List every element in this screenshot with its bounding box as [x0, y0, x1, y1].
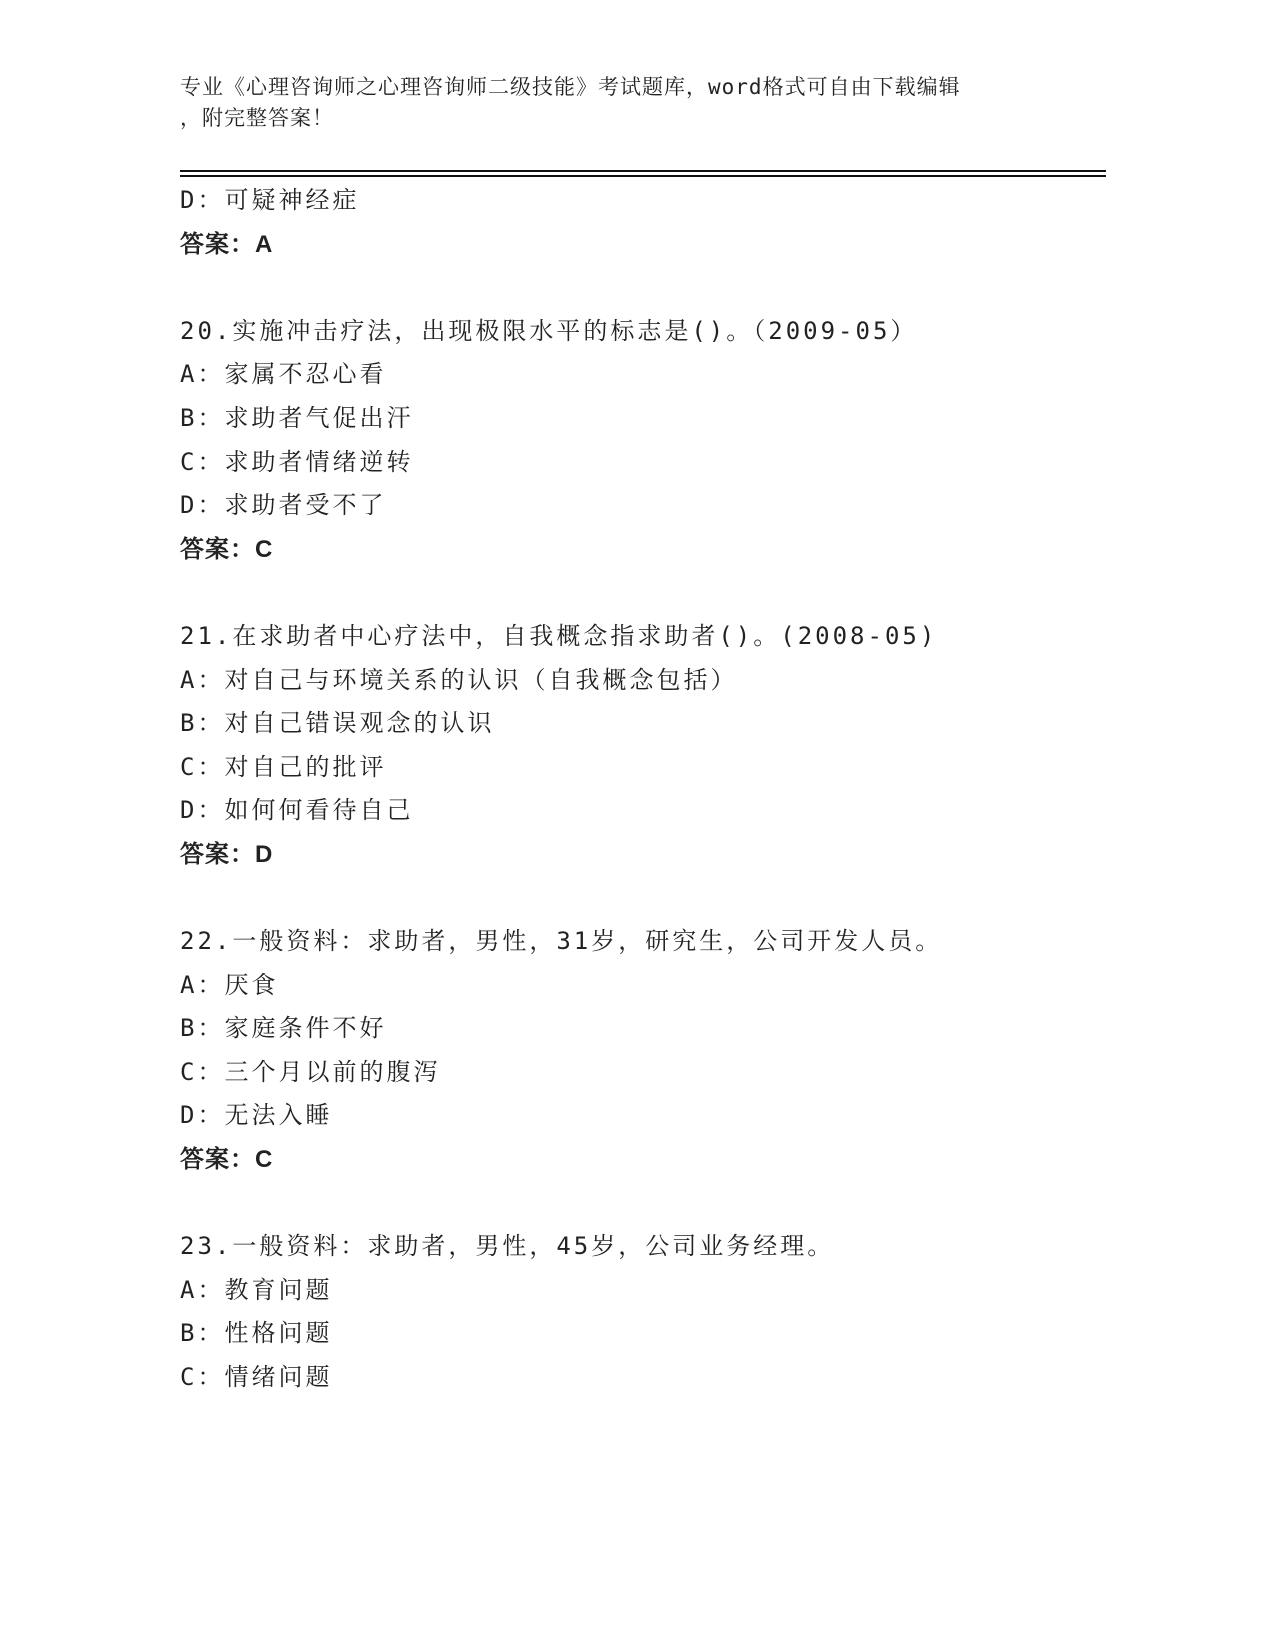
header-divider-bottom	[180, 175, 1106, 177]
question-text: 22.一般资料：求助者，男性，31岁，研究生，公司开发人员。	[180, 927, 943, 956]
option-a: A：教育问题	[180, 1275, 333, 1304]
option-d: D：如何何看待自己	[180, 796, 414, 825]
question-block-21	[180, 615, 1110, 877]
question-text: 21.在求助者中心疗法中，自我概念指求助者()。(2008-05)	[180, 621, 938, 650]
question-block-19	[180, 179, 1110, 266]
header-line-1: 专业《心理咨询师之心理咨询师二级技能》考试题库，word格式可自由下载编辑	[180, 75, 961, 99]
option-a: A：厌食	[180, 970, 279, 999]
option-a: A：家属不忍心看	[180, 360, 387, 389]
option-b: B：家庭条件不好	[180, 1014, 387, 1043]
answer: 答案：D	[180, 840, 274, 868]
answer: 答案：C	[180, 1146, 274, 1174]
answer: 答案：C	[180, 535, 274, 563]
document-header	[180, 72, 1040, 134]
question-text: 20.实施冲击疗法，出现极限水平的标志是()。（2009-05）	[180, 316, 918, 345]
option-c: C：情绪问题	[180, 1363, 333, 1392]
answer: 答案：A	[180, 230, 274, 258]
question-text: 23.一般资料：求助者，男性，45岁，公司业务经理。	[180, 1232, 835, 1261]
option-a: A：对自己与环境关系的认识（自我概念包括）	[180, 665, 738, 694]
option-c: C：对自己的批评	[180, 752, 387, 781]
option-d: D：求助者受不了	[180, 491, 387, 520]
option-b: B：性格问题	[180, 1319, 333, 1348]
header-line-2: ，附完整答案！	[180, 106, 334, 130]
header-divider-top	[180, 170, 1106, 172]
option-d: D：无法入睡	[180, 1101, 333, 1130]
question-block-20	[180, 310, 1110, 572]
question-block-23	[180, 1225, 1110, 1399]
option-b: B：对自己错误观念的认识	[180, 709, 495, 738]
question-list	[180, 179, 1110, 1400]
question-block-22	[180, 920, 1110, 1182]
option-d: D：可疑神经症	[180, 186, 360, 214]
option-b: B：求助者气促出汗	[180, 403, 414, 432]
option-c: C：三个月以前的腹泻	[180, 1057, 441, 1086]
option-c: C：求助者情绪逆转	[180, 447, 414, 476]
